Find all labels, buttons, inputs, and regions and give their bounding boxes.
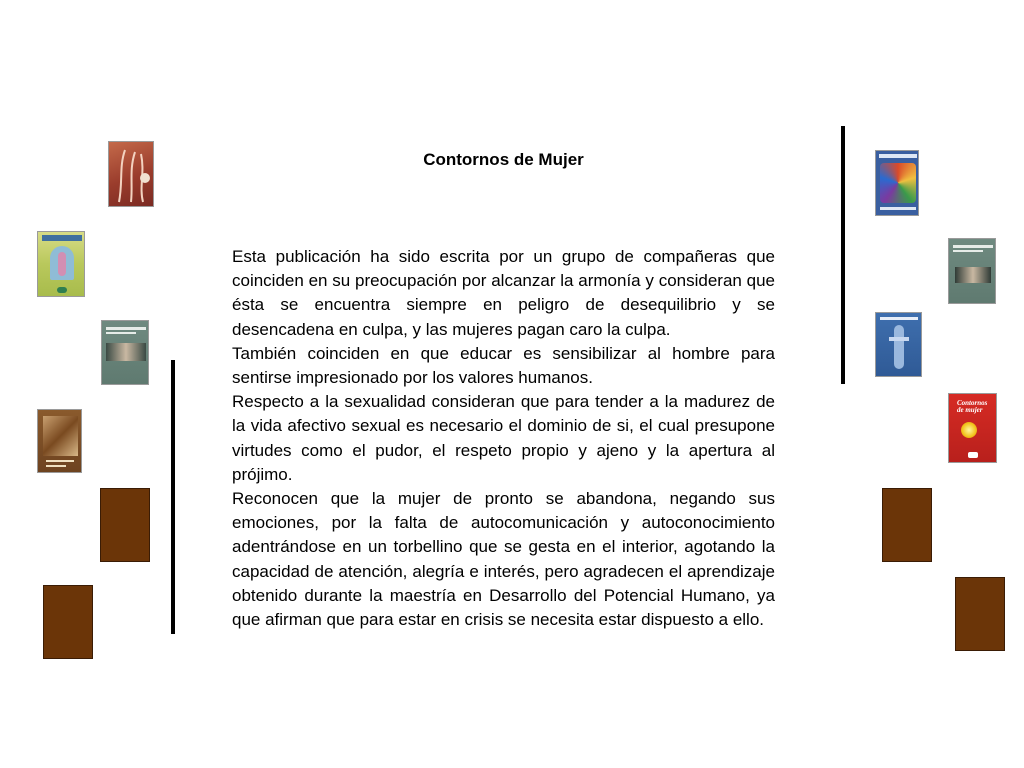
paragraph-2: También coinciden en que educar es sensibilizar al hombre para sentirse impresionado por los valores humanos.	[232, 343, 775, 388]
book-cover-4	[37, 409, 82, 473]
book-cover-6	[948, 238, 996, 304]
brown-block-left-upper	[100, 488, 150, 562]
brown-block-right-lower	[955, 577, 1005, 651]
book-cover-5	[875, 150, 919, 216]
brown-block-right-upper	[882, 488, 932, 562]
left-divider-line	[171, 360, 175, 634]
book-cover-contornos	[948, 393, 997, 463]
book-cover-2	[37, 231, 85, 297]
paragraph-1: Esta publicación ha sido escrita por un grupo de compañeras que coinciden en su preocupación por alcanzar la armonía y consideran que ésta se encuentra siempre en peligro de desequilibrio y se desencadena en culpa, y las mujeres pagan caro la culpa.	[232, 247, 775, 339]
sun-icon	[961, 422, 977, 438]
book-cover-7	[875, 312, 922, 377]
paragraph-4: Reconocen que la mujer de pronto se abandona, negando sus emociones, por la falta de autocomunicación y autoconocimiento adentrándose en un torbellino que se gesta en el interior, agotando la capacidad de atención, alegría e interés, pero agradecen el aprendizaje obtenido durante la maestría en Desarrollo del Potencial Humano, ya que afirman que para estar en crisis se necesita estar dispuesto a ello.	[232, 489, 775, 630]
cover-title: Contornos de mujer	[957, 399, 988, 414]
book-cover-1	[108, 141, 154, 207]
right-divider-line	[841, 126, 845, 384]
figures-illustration	[109, 142, 154, 207]
brown-block-left-lower	[43, 585, 93, 659]
description-text	[232, 245, 775, 632]
book-cover-3	[101, 320, 149, 385]
paragraph-3: Respecto a la sexualidad consideran que para tender a la madurez de la vida afectivo sexual es necesario el dominio de si, el cual presupone virtudes como el pudor, el respeto propio y ajeno y la apertura al prójimo.	[232, 392, 775, 484]
page-title: Contornos de Mujer	[423, 150, 584, 169]
